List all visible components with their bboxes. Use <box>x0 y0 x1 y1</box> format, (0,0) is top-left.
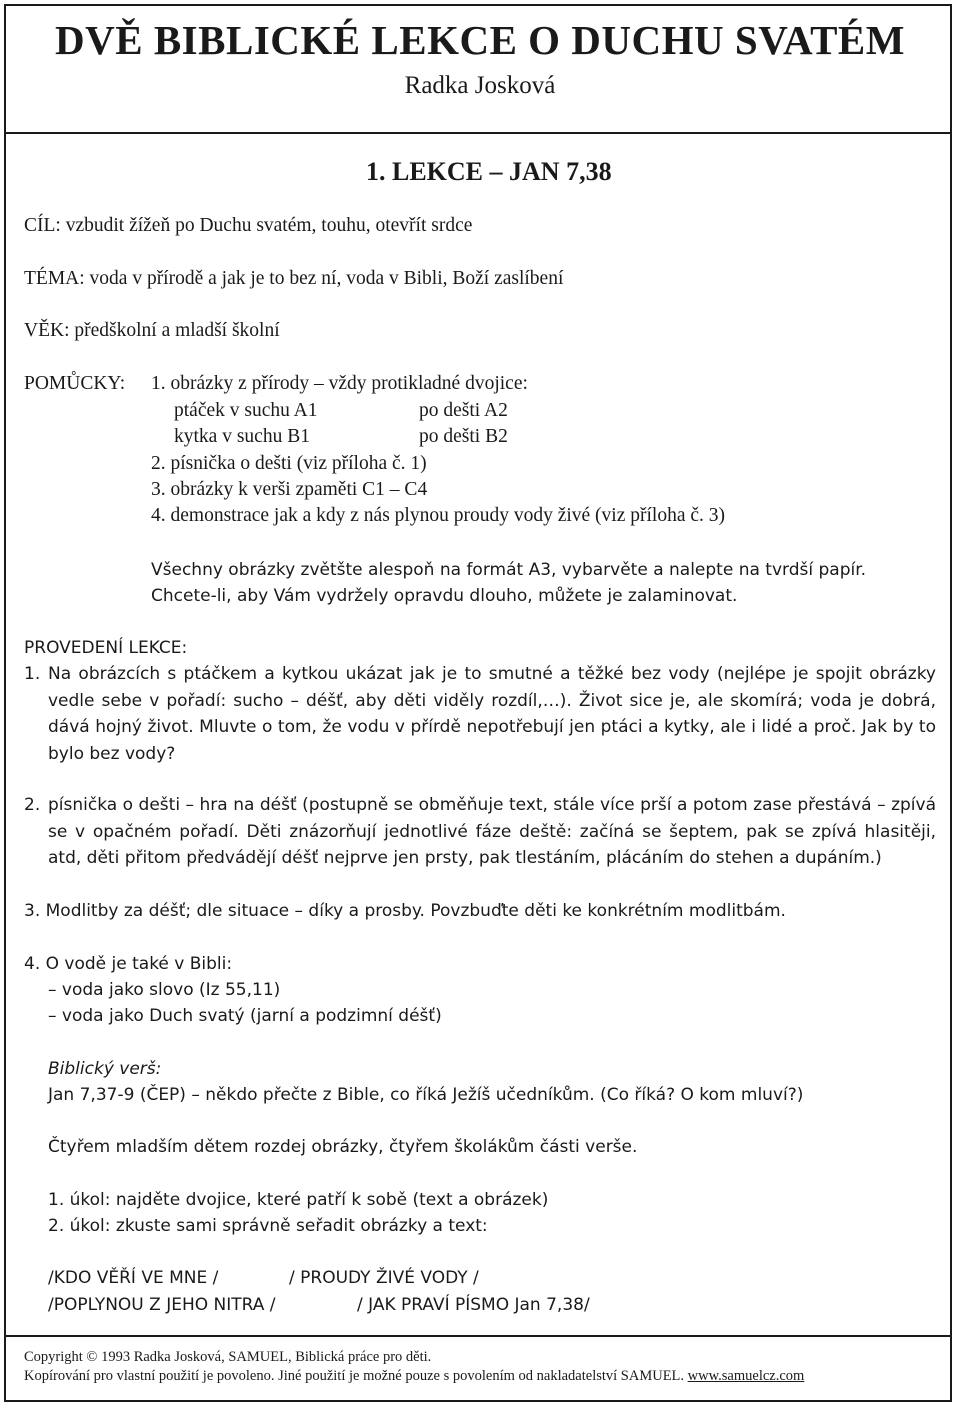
aids-item-3: 3. obrázky k verši zpaměti C1 – C4 <box>151 479 428 500</box>
header-divider <box>4 132 952 134</box>
age-line: VĚK: předškolní a mladší školní <box>24 320 280 341</box>
verse-part-2: / PROUDY ŽIVÉ VODY / <box>289 1268 479 1288</box>
footer-website-link[interactable]: www.samuelcz.com <box>687 1368 805 1384</box>
footer-license <box>24 1368 804 1385</box>
aids-label: POMŮCKY: <box>24 373 126 394</box>
aids-item-1: 1. obrázky z přírody – vždy protikladné dvojice: <box>151 373 528 394</box>
aids-pair-1-right: po dešti A2 <box>419 400 508 421</box>
verse-part-3: /POPLYNOU Z JEHO NITRA / <box>48 1295 276 1315</box>
step-4-text: 4. O vodě je také v Bibli: <box>24 954 233 974</box>
aids-note-2: Chcete-li, aby Vám vydržely opravdu dlouho, můžete je zalaminovat. <box>151 586 738 606</box>
aids-item-2: 2. písnička o dešti (viz příloha č. 1) <box>151 453 427 474</box>
step-1-number: 1. <box>24 664 41 684</box>
distribute-line: Čtyřem mladším dětem rozdej obrázky, čtyřem školákům části verše. <box>48 1137 638 1157</box>
document-title: DVĚ BIBLICKÉ LEKCE O DUCHU SVATÉM <box>55 17 905 63</box>
aids-pair-2-right: po dešti B2 <box>419 426 508 447</box>
step-4-item-a: – voda jako slovo (Iz 55,11) <box>48 980 281 1000</box>
theme-line: TÉMA: voda v přírodě a jak je to bez ní, voda v Bibli, Boží zaslíbení <box>24 268 564 289</box>
step-2-number: 2. <box>24 795 41 815</box>
step-3-text: 3. Modlitby za déšť; dle situace – díky a prosby. Povzbuďte děti ke konkrétním modlitbám. <box>24 901 786 921</box>
aids-pair-2-left: kytka v suchu B1 <box>174 426 310 447</box>
task-2: 2. úkol: zkuste sami správně seřadit obrázky a text: <box>48 1216 488 1236</box>
step-4-item-b: – voda jako Duch svatý (jarní a podzimní déšť) <box>48 1006 442 1026</box>
verse-label: Biblický verš: <box>48 1059 162 1079</box>
aids-pair-1-left: ptáček v suchu A1 <box>174 400 318 421</box>
procedure-label: PROVEDENÍ LEKCE: <box>24 638 188 658</box>
step-1-text: Na obrázcích s ptáčkem a kytkou ukázat jak je to smutné a těžké bez vody (nejlépe je spojit obrázky vedle sebe v pořadí: sucho – déšť, aby děti viděly rozdíl,…). Život sice je, ale skomírá; voda je dobrá, dává hojný život. Mluvte o tom, že vodu v přírdě nepotřebují jen ptáci a kytky, ale i lidé a proč. Jak by to bylo bez vody? <box>48 664 936 764</box>
footer-copyright: Copyright © 1993 Radka Josková, SAMUEL, Biblická práce pro děti. <box>24 1349 432 1365</box>
aids-item-4: 4. demonstrace jak a kdy z nás plynou proudy vody živé (viz příloha č. 3) <box>151 505 726 526</box>
verse-part-4: / JAK PRAVÍ PÍSMO Jan 7,38/ <box>357 1295 590 1315</box>
footer-divider <box>4 1335 952 1337</box>
goal-line: CÍL: vzbudit žížeň po Duchu svatém, touhu, otevřít srdce <box>24 215 473 236</box>
verse-part-1: /KDO VĚŘÍ VE MNE / <box>48 1268 219 1288</box>
task-1: 1. úkol: najděte dvojice, které patří k sobě (text a obrázek) <box>48 1190 549 1210</box>
verse-reference: Jan 7,37-9 (ČEP) – někdo přečte z Bible, co říká Ježíš učedníkům. (Co říká? O kom mluví?) <box>48 1085 804 1105</box>
aids-note-1: Všechny obrázky zvětšte alespoň na formát A3, vybarvěte a nalepte na tvrdší papír. <box>151 560 867 580</box>
footer-license-text: Kopírování pro vlastní použití je povoleno. Jiné použití je možné pouze s povolením od nakladatelství SAMUEL. <box>24 1368 685 1384</box>
document-author: Radka Josková <box>404 72 556 99</box>
lesson-heading: 1. LEKCE – JAN 7,38 <box>366 157 612 186</box>
step-2-text: písnička o dešti – hra na déšť (postupně se obměňuje text, stále více prší a potom zase přestává – zpívá se v opačném pořadí. Děti znázorňují jednotlivé fáze deště: začíná se šeptem, pak se zpívá hlasitěji, atd, děti přitom předvádějí déšť nejprve jen prsty, pak tlestáním, plácáním do stehen a dupáním.) <box>48 795 936 868</box>
